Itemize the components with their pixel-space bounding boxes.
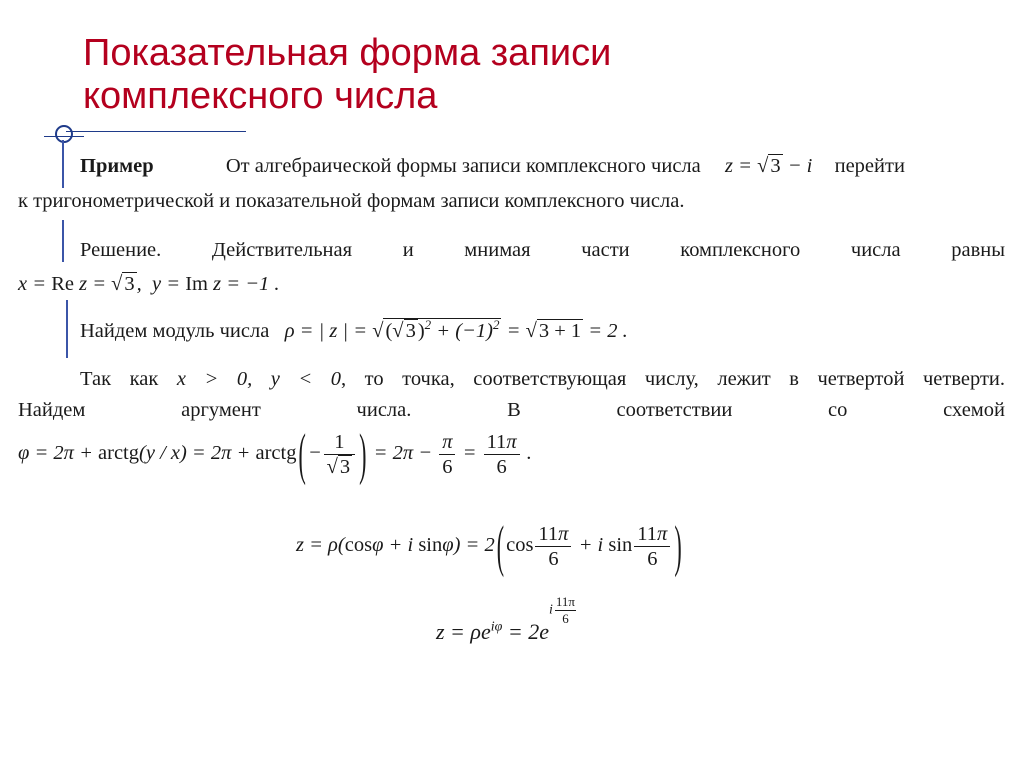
decorative-rule: [66, 131, 246, 132]
example-label: Пример: [80, 155, 154, 177]
title-line-2: комплексного числа: [83, 75, 438, 117]
margin-bar: [62, 220, 64, 262]
solution-line-1: Решение. Действительная и мнимая части комплексного числа равны: [80, 239, 1005, 261]
trig-form: z = ρ(cosφ + i sinφ) = 2(cos $\frac{11\pi}{6}$ + i sin $\frac{11\pi}{6}$ ): [296, 512, 682, 578]
slide-title: [83, 32, 983, 118]
argument-line: Найдем аргумент числа. В соответствии со схемой: [18, 399, 1005, 421]
exp-form: $z = \rho e^{i\varphi} = 2ei$ $\frac{11\pi}{6}$: [436, 594, 575, 644]
example-line-1: [80, 154, 1005, 178]
real-imag-formula: x = Re z = √3, y = Im z = −1 .: [18, 273, 280, 295]
example-z-expression: z = √3 − i: [725, 155, 813, 177]
margin-bar: [62, 140, 64, 188]
quadrant-text-a: Так как: [80, 368, 159, 390]
quadrant-condition: x > 0, y < 0: [176, 368, 342, 390]
quadrant-line: [80, 367, 1005, 391]
modulus-formula: ρ = | z | = $√(√3)^2 + (-1)^2 = √3 + 1 = 2$ .: [274, 317, 628, 342]
example-intro-end: перейти: [834, 155, 905, 177]
margin-bar: [66, 300, 68, 358]
title-line-1: Показательная форма записи: [83, 32, 612, 74]
example-line-2: к тригонометрической и показательной формам записи комплексного числа.: [18, 190, 685, 212]
crosshair-circle-icon: [55, 125, 73, 143]
argument-formula: φ = 2π + arctg(y / x) = 2π + arctg(− $\frac{1}{√3}$ ) = 2π − $\frac{\pi}{6}$ = $\frac{11\pi}{6}$ .: [18, 420, 532, 486]
modulus-label: Найдем модуль числа: [80, 320, 270, 342]
example-intro: От алгебраической формы записи комплексного числа: [225, 155, 701, 177]
modulus-line: [80, 318, 628, 343]
quadrant-text-b: , то точка, соответствующая числу, лежит в четвертой четверти.: [341, 368, 1006, 390]
